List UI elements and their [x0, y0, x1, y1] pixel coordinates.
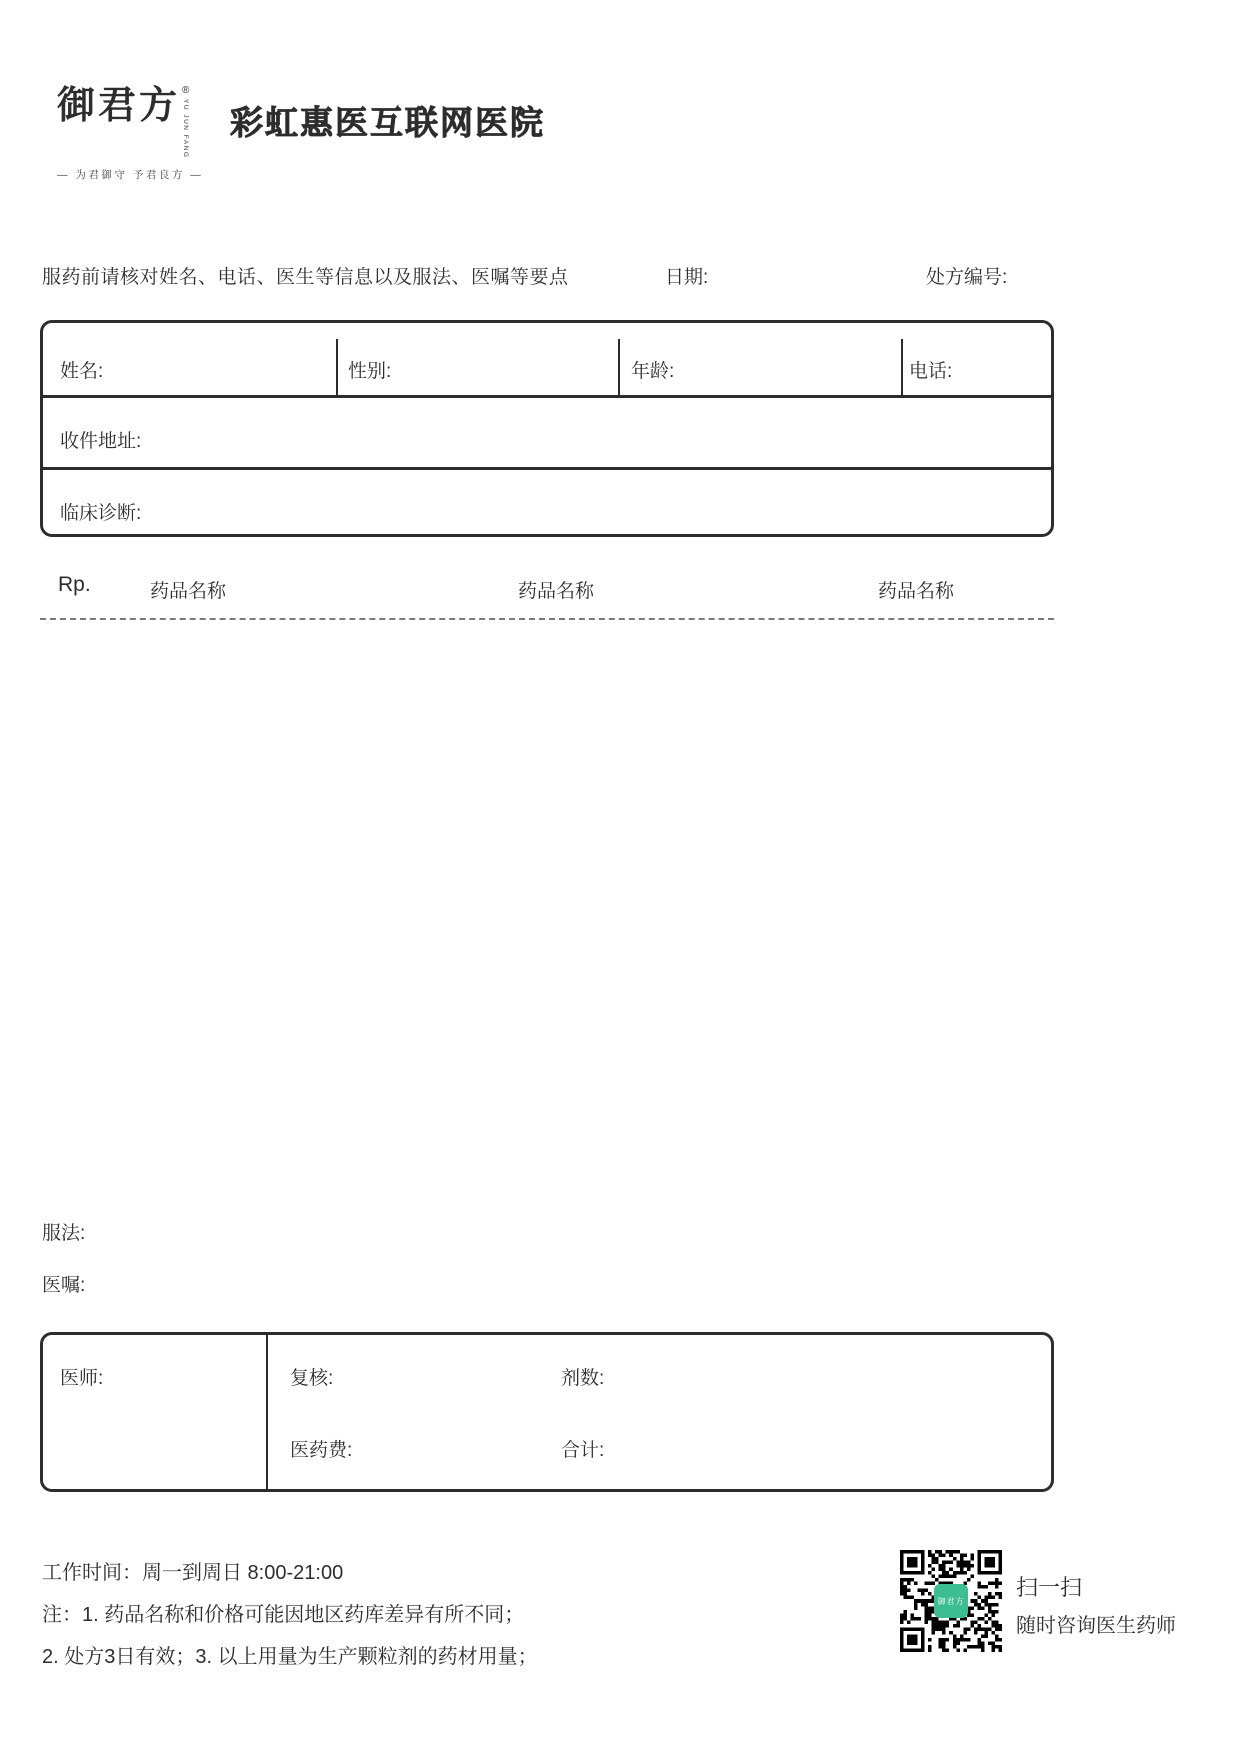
drug-name-column-header: 药品名称: [150, 581, 227, 602]
scan-caption: 扫一扫: [1016, 1575, 1083, 1600]
registered-trademark-icon: ®: [182, 85, 190, 96]
clinical-diagnosis-label: 临床诊断:: [60, 503, 142, 524]
doctor-advice-label: 医嘱:: [42, 1275, 86, 1296]
patient-gender-label: 性别:: [348, 361, 392, 382]
hospital-title: 彩虹惠医互联网医院: [230, 104, 545, 141]
shipping-address-label: 收件地址:: [60, 431, 142, 452]
dashed-separator: [40, 618, 1054, 620]
date-label: 日期:: [665, 267, 709, 288]
scan-subcaption: 随时咨询医生药师: [1016, 1615, 1176, 1637]
usage-label: 服法:: [42, 1223, 86, 1244]
verification-notice: 服药前请核对姓名、电话、医生等信息以及服法、医嘱等要点: [42, 267, 569, 288]
rp-label: Rp.: [58, 573, 91, 596]
qr-code: [900, 1550, 1002, 1652]
signature-box: [40, 1332, 1054, 1492]
row-divider: [42, 395, 1052, 398]
patient-age-label: 年龄:: [631, 361, 675, 382]
medicine-fee-label: 医药费:: [290, 1440, 353, 1461]
brand-tagline: — 为君御守 予君良方 —: [57, 169, 204, 182]
review-label: 复核:: [290, 1368, 334, 1389]
row-divider: [42, 467, 1052, 470]
prescription-number-label: 处方编号:: [926, 267, 1008, 288]
footer-note-line2: 2. 处方3日有效；3. 以上用量为生产颗粒剂的药材用量；: [42, 1646, 538, 1668]
brand-logo-text: 御君方: [57, 82, 181, 127]
drug-name-column-header: 药品名称: [518, 581, 595, 602]
column-divider: [618, 339, 620, 395]
patient-name-label: 姓名:: [60, 361, 104, 382]
patient-phone-label: 电话:: [909, 361, 953, 382]
dose-count-label: 剂数:: [561, 1368, 605, 1389]
total-label: 合计:: [561, 1440, 605, 1461]
brand-logo-pinyin: YU JUN FANG: [182, 99, 190, 159]
column-divider: [266, 1335, 268, 1489]
patient-info-box: [40, 320, 1054, 537]
doctor-signature-label: 医师:: [60, 1368, 104, 1389]
drug-name-column-header: 药品名称: [878, 581, 955, 602]
footer-note-line1: 注：1. 药品名称和价格可能因地区药库差异有所不同；: [42, 1604, 525, 1626]
working-hours: 工作时间：周一到周日 8:00-21:00: [42, 1562, 344, 1584]
column-divider: [901, 339, 903, 395]
qr-center-logo: 御君方: [934, 1584, 968, 1618]
brand-logo: [57, 82, 204, 182]
column-divider: [336, 339, 338, 395]
